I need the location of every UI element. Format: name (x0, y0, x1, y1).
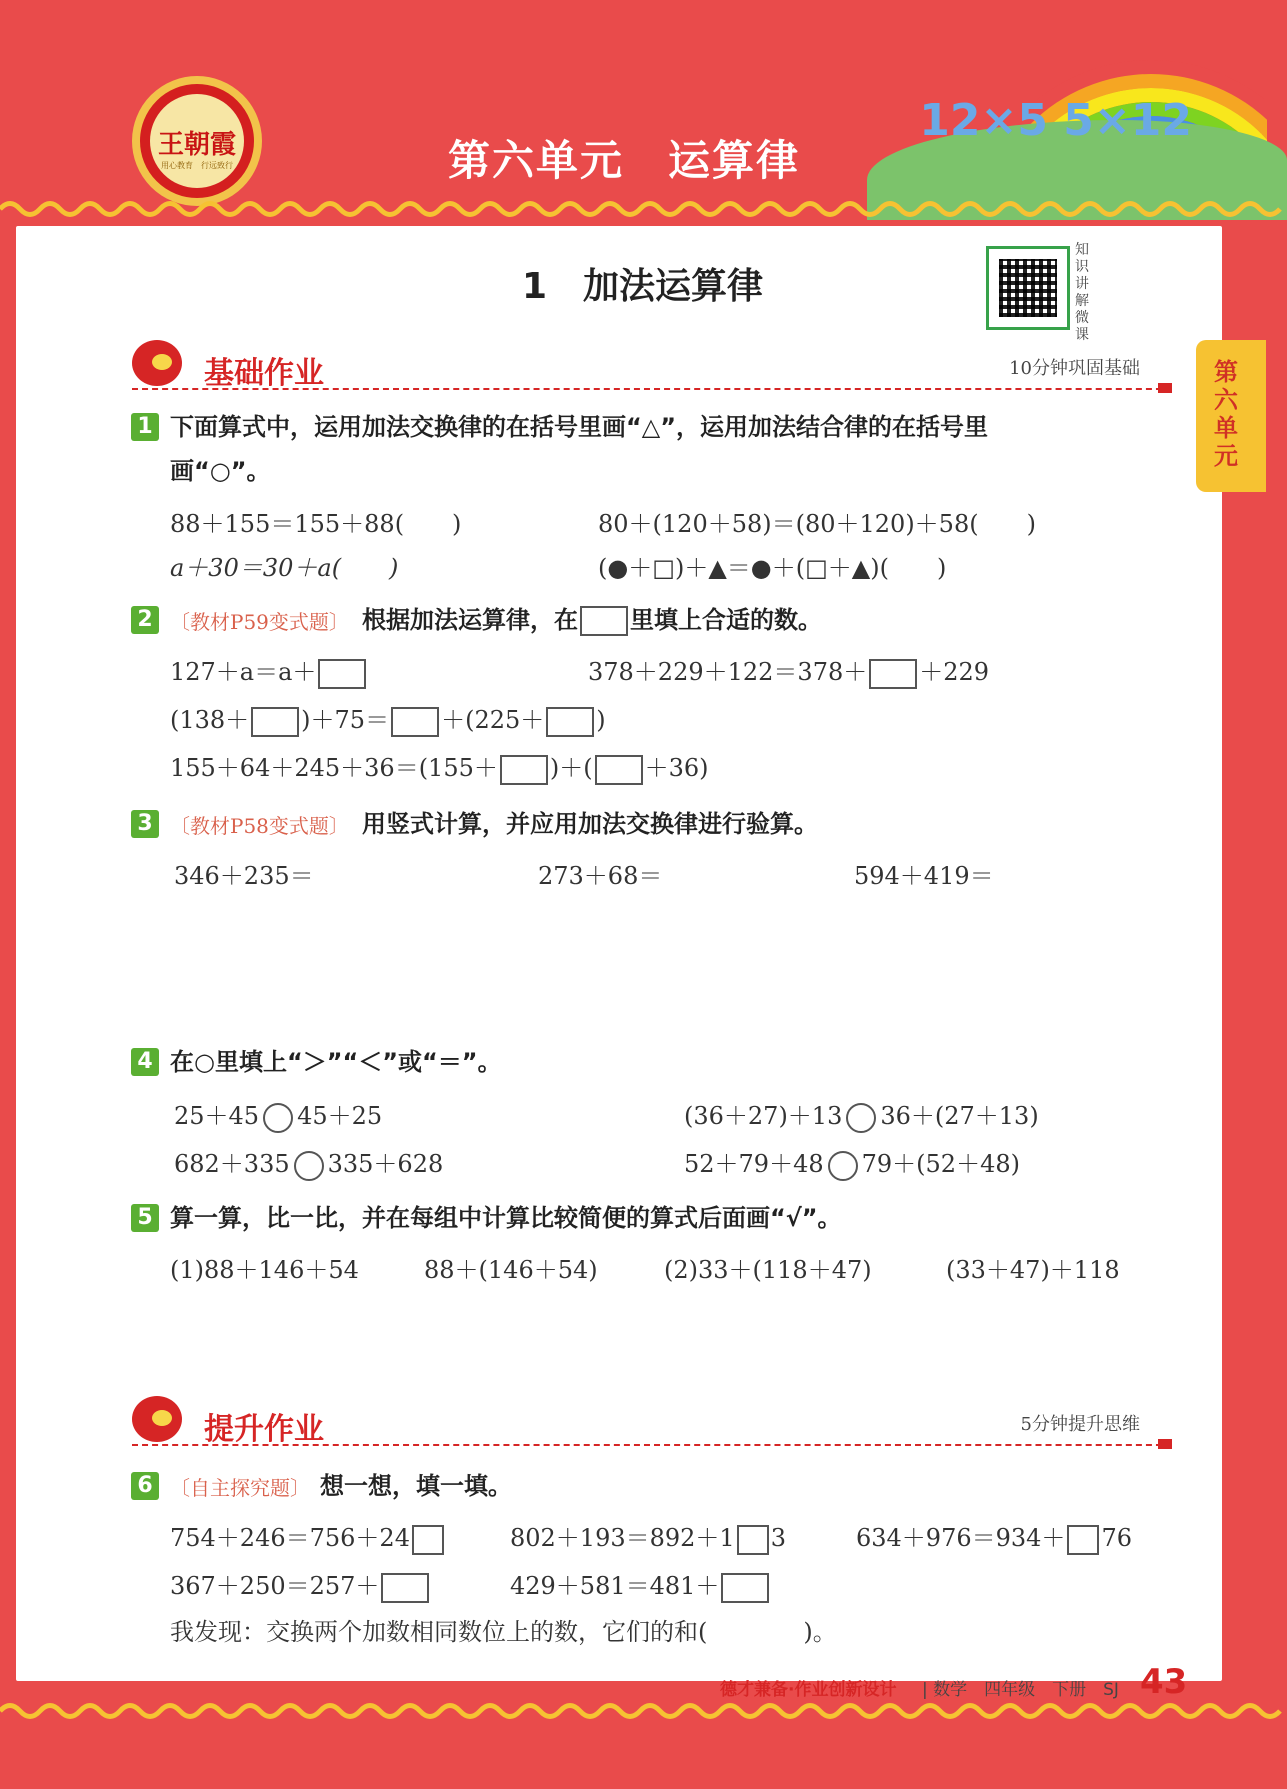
q1-item-4[interactable]: (●＋□)＋▲＝●＋(□＋▲)( ) (598, 554, 947, 582)
side-tab-label: 第六单元 (1214, 358, 1238, 470)
compare-circle[interactable] (263, 1103, 293, 1133)
section-sub: 10分钟巩固基础 (1009, 358, 1140, 379)
q3-tag: 〔教材P58变式题〕 (170, 814, 349, 838)
q3-item-2[interactable]: 273＋68＝ (538, 862, 663, 890)
question-number-4: 4 (131, 1048, 159, 1076)
q5-item-2[interactable]: 88＋(146＋54) (424, 1256, 598, 1284)
answer-box[interactable] (500, 755, 548, 785)
logo-motto: 用心教育 行远致行 (161, 161, 233, 170)
q2-example-box (580, 606, 628, 636)
compare-circle[interactable] (846, 1103, 876, 1133)
q2-row1-right: 378＋229＋122＝378＋ ＋229 (588, 652, 989, 689)
q4-compare-2: (36＋27)＋13 36＋(27＋13) (684, 1096, 1039, 1133)
answer-box[interactable] (721, 1573, 769, 1603)
q6-discover[interactable]: 我发现：交换两个加数相同数位上的数，它们的和( )。 (170, 1618, 837, 1646)
answer-box[interactable] (381, 1573, 429, 1603)
section-advanced-homework (132, 1396, 1172, 1448)
compare-circle[interactable] (294, 1151, 324, 1181)
q1-text-line1: 下面算式中，运用加法交换律的在括号里画“△”，运用加法结合律的在括号里 (170, 413, 989, 441)
question-number-5: 5 (131, 1204, 159, 1232)
q6-row2-b: 429＋581＝481＋ (510, 1566, 771, 1603)
q1-item-1[interactable]: 88＋155＝155＋88( ) (170, 510, 462, 538)
q6-row2-a: 367＋250＝257＋ (170, 1566, 431, 1603)
brand-logo (132, 76, 262, 206)
top-wave-border (0, 198, 1287, 220)
q2-row2: (138＋ )＋75＝ ＋(225＋ ) (170, 700, 606, 737)
q2-tag: 〔教材P59变式题〕 (170, 610, 349, 634)
answer-box[interactable] (251, 707, 299, 737)
q6-row1-b: 802＋193＝892＋1 3 (510, 1518, 786, 1555)
answer-box[interactable] (737, 1525, 769, 1555)
page-number: 43 (1140, 1662, 1188, 1702)
answer-box[interactable] (869, 659, 917, 689)
q6-tag: 〔自主探究题〕 (170, 1476, 310, 1500)
q1-item-2[interactable]: 80＋(120＋58)＝(80＋120)＋58( ) (598, 510, 1036, 538)
q3-text: 用竖式计算，并应用加法交换律进行验算。 (362, 810, 818, 838)
answer-box[interactable] (391, 707, 439, 737)
q5-text: 算一算，比一比，并在每组中计算比较简便的算式后面画“√”。 (170, 1204, 842, 1232)
answer-box[interactable] (318, 659, 366, 689)
question-number-2: 2 (131, 606, 159, 634)
footer-brand: 德才兼备·作业创新设计 (720, 1680, 897, 1700)
q1-text-line2: 画“○”。 (170, 457, 271, 485)
page-header (0, 0, 1287, 215)
q2-row3: 155＋64＋245＋36＝(155＋ )＋( ＋36) (170, 748, 709, 785)
q3-item-3[interactable]: 594＋419＝ (854, 862, 994, 890)
q5-item-1[interactable]: (1)88＋146＋54 (170, 1256, 359, 1284)
section-divider (132, 388, 1172, 390)
answer-box[interactable] (595, 755, 643, 785)
question-number-6: 6 (131, 1472, 159, 1500)
footer-meta: | 数学 四年级 下册 SJ (922, 1680, 1119, 1700)
qr-label: 知识讲解微课 (1075, 242, 1089, 343)
q6-row1-c: 634＋976＝934＋ 76 (856, 1518, 1132, 1555)
mascot-icon (132, 340, 182, 386)
section-divider (132, 1444, 1172, 1446)
q4-compare-3: 682＋335 335＋628 (174, 1144, 443, 1181)
chalk-math-illustration: 12×5 5×12 (919, 95, 1192, 146)
q1-item-3[interactable]: a＋30＝30＋a( ) (170, 554, 399, 582)
section-label: 基础作业 (204, 356, 324, 391)
q4-text: 在○里填上“＞”“＜”或“＝”。 (170, 1048, 502, 1076)
bottom-wave-border (0, 1700, 1287, 1722)
q4-compare-1: 25＋45 45＋25 (174, 1096, 382, 1133)
question-number-1: 1 (131, 413, 159, 441)
q6-text: 想一想，填一填。 (320, 1472, 512, 1500)
section-label: 提升作业 (204, 1412, 324, 1447)
q5-item-4[interactable]: (33＋47)＋118 (946, 1256, 1120, 1284)
lesson-title: 1 加法运算律 (522, 266, 764, 307)
section-basic-homework (132, 340, 1172, 392)
unit-side-tab (1196, 340, 1266, 492)
qr-code-icon[interactable] (986, 246, 1070, 330)
unit-title: 第六单元 运算律 (448, 136, 801, 185)
q3-item-1[interactable]: 346＋235＝ (174, 862, 314, 890)
q2-text: 根据加法运算律，在 里填上合适的数。 (362, 606, 822, 634)
mascot-icon (132, 1396, 182, 1442)
section-sub: 5分钟提升思维 (1020, 1414, 1140, 1435)
answer-box[interactable] (1067, 1525, 1099, 1555)
q6-row1-a: 754＋246＝756＋24 (170, 1518, 446, 1555)
logo-name: 王朝霞 (157, 130, 236, 160)
question-number-3: 3 (131, 810, 159, 838)
q5-item-3[interactable]: (2)33＋(118＋47) (664, 1256, 872, 1284)
compare-circle[interactable] (828, 1151, 858, 1181)
q2-row1-left: 127＋a＝a＋ (170, 652, 368, 689)
answer-box[interactable] (412, 1525, 444, 1555)
answer-box[interactable] (546, 707, 594, 737)
q4-compare-4: 52＋79＋48 79＋(52＋48) (684, 1144, 1020, 1181)
